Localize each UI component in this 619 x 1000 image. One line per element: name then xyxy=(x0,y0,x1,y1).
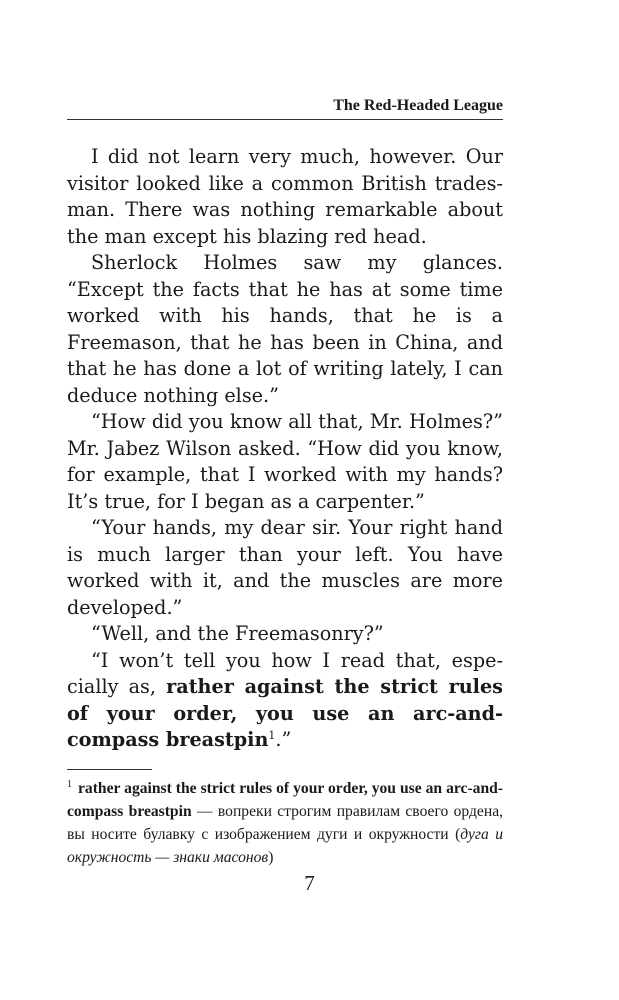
paragraph-6-start: “I won’t tell you how I read that, especially as, xyxy=(67,648,503,698)
paragraph-2: Sherlock Holmes saw my glances. “Except the facts that he has at some time worked with his hands, that he is a Freemason, that he has been in China, and that he has done a lot of writing lately, I can deduce nothing else.” xyxy=(67,251,503,407)
paragraph-6 xyxy=(67,648,503,754)
footnote-term: rather against the strict rules of your order, you use an arc-and-compass breastpin xyxy=(67,780,503,820)
running-head: The Red-Headed League xyxy=(333,97,503,114)
header-rule xyxy=(67,119,503,120)
paragraph-6-end: .” xyxy=(275,728,292,751)
footnote-italic-note: дуга и окружность — знаки масонов xyxy=(67,826,503,866)
footnote xyxy=(67,777,503,869)
footnote-reference[interactable]: 1 xyxy=(268,729,276,742)
footnote-rule xyxy=(67,769,152,770)
paragraph-5: “Well, and the Freemasonry?” xyxy=(91,622,384,645)
footnote-mark: 1 xyxy=(67,779,72,790)
paragraph-4: “Your hands, my dear sir. Your right hand is much larger than your left. You have worked with it, and the muscles are more developed.” xyxy=(67,516,503,619)
glossed-phrase: rather against the strict rules of your order, you use an arc-and-compass breastpin xyxy=(67,675,503,751)
paragraph-1: I did not learn very much, however. Our visitor looked like a common British tradesman. There was nothing remarkable about the man except his blazing red head. xyxy=(67,145,503,248)
body-text xyxy=(67,144,503,754)
footnote-dash: — xyxy=(191,803,218,820)
page-number: 7 xyxy=(304,871,315,895)
footnote-translation: вопреки строгим правилам своего ордена, вы носите булавку с изображением дуги и окружности ( xyxy=(67,803,504,843)
paragraph-3: “How did you know all that, Mr. Holmes?” Mr. Jabez Wilson asked. “How did you know, for example, that I worked with my hands? It’s true, for I began as a carpenter.” xyxy=(67,410,503,513)
footnote-close-paren: ) xyxy=(268,849,274,866)
